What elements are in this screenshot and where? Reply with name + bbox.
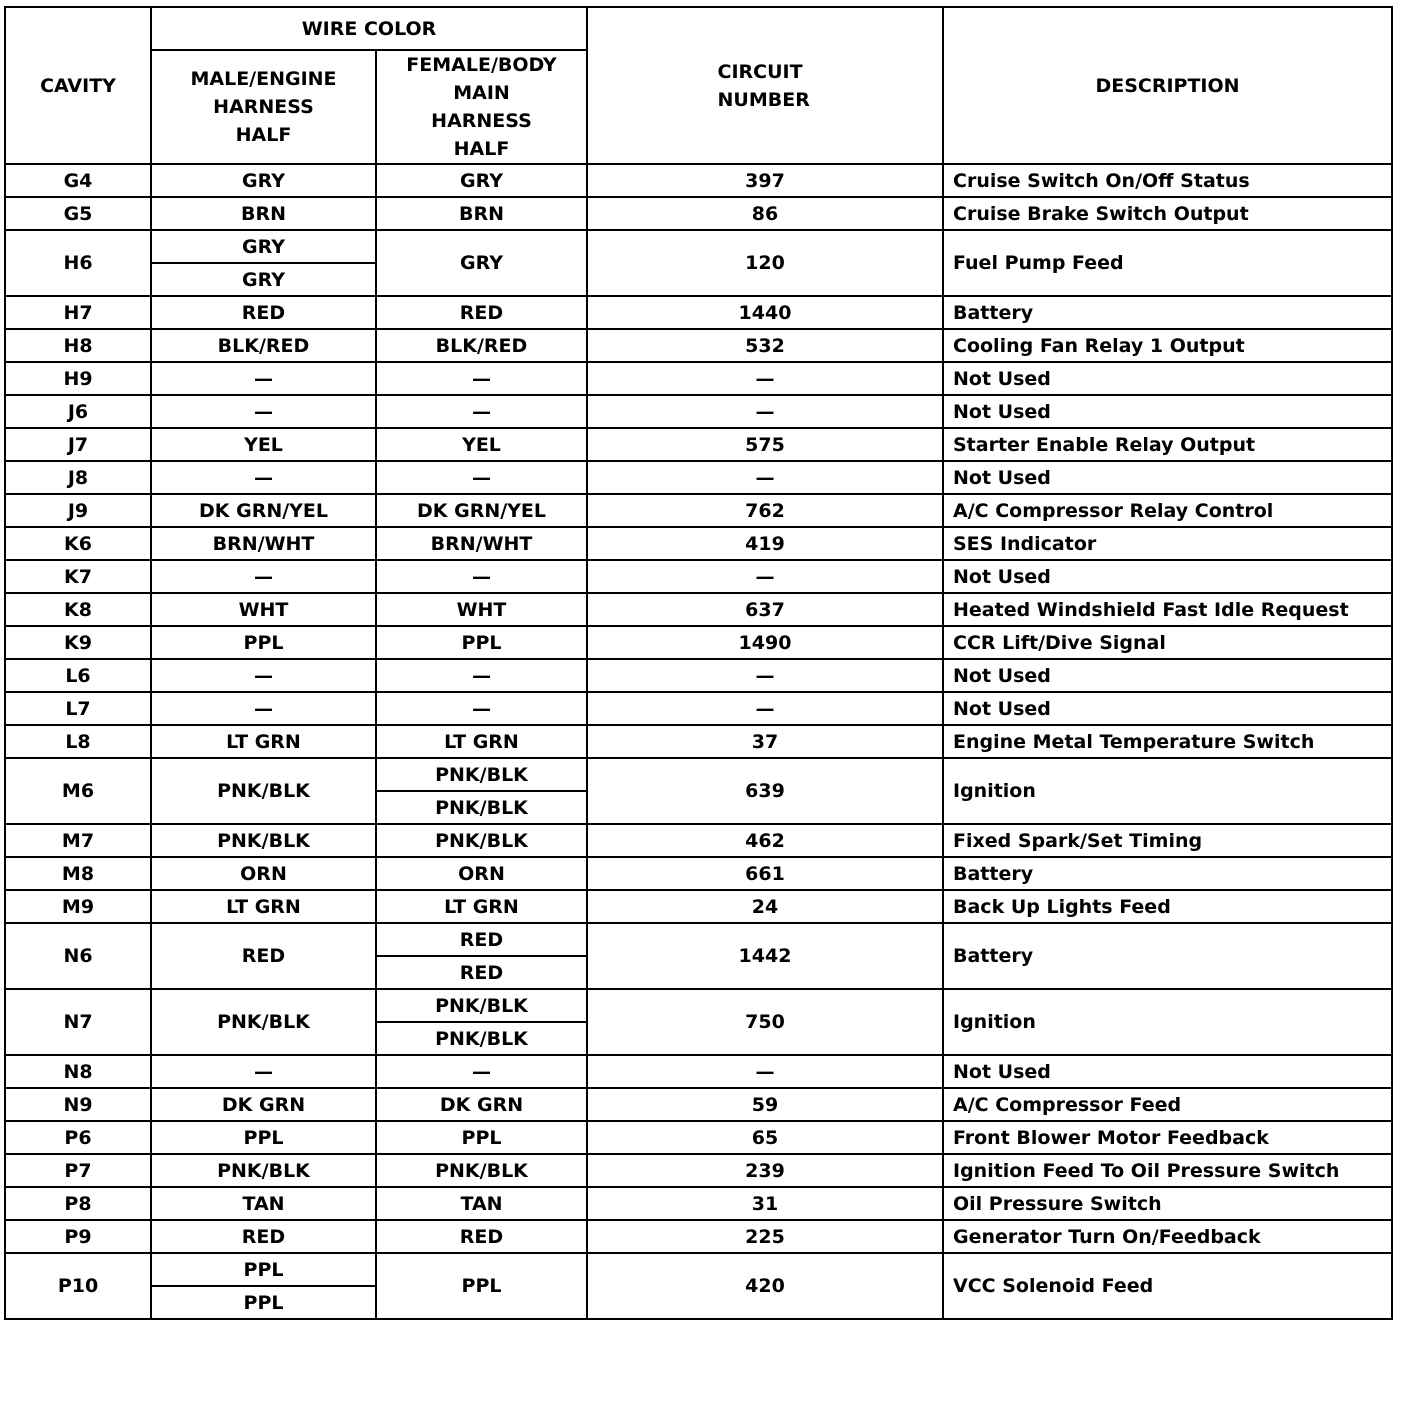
female-wire-cell: BLK/RED	[376, 329, 587, 362]
circuit-number-cell: 31	[587, 1187, 943, 1220]
description-cell: Ignition	[943, 989, 1392, 1055]
female-wire-cell: DK GRN	[376, 1088, 587, 1121]
circuit-number-cell: 750	[587, 989, 943, 1055]
female-wire-cell: PNK/BLK	[376, 1022, 587, 1055]
header-wire-color: WIRE COLOR	[151, 7, 587, 50]
description-cell: Cruise Brake Switch Output	[943, 197, 1392, 230]
male-wire-cell: PNK/BLK	[151, 758, 376, 824]
circuit-number-cell: 37	[587, 725, 943, 758]
cavity-cell: K7	[5, 560, 151, 593]
cavity-cell: J6	[5, 395, 151, 428]
table-row	[5, 1055, 1392, 1088]
circuit-number-cell: 532	[587, 329, 943, 362]
male-wire-cell: PNK/BLK	[151, 1154, 376, 1187]
cavity-cell: P9	[5, 1220, 151, 1253]
female-wire-cell: —	[376, 395, 587, 428]
circuit-number-cell: —	[587, 659, 943, 692]
female-wire-cell: RED	[376, 1220, 587, 1253]
circuit-number-cell: 637	[587, 593, 943, 626]
female-wire-cell: DK GRN/YEL	[376, 494, 587, 527]
cavity-cell: J8	[5, 461, 151, 494]
description-cell: VCC Solenoid Feed	[943, 1253, 1392, 1319]
circuit-number-cell: —	[587, 692, 943, 725]
female-wire-cell: RED	[376, 923, 587, 956]
male-wire-cell: GRY	[151, 263, 376, 296]
cavity-cell: L7	[5, 692, 151, 725]
description-cell: Cooling Fan Relay 1 Output	[943, 329, 1392, 362]
description-cell: Not Used	[943, 659, 1392, 692]
description-cell: Not Used	[943, 1055, 1392, 1088]
circuit-number-cell: 24	[587, 890, 943, 923]
table-row	[5, 626, 1392, 659]
table-row	[5, 527, 1392, 560]
male-wire-cell: PPL	[151, 626, 376, 659]
table-row	[5, 428, 1392, 461]
male-wire-cell: DK GRN	[151, 1088, 376, 1121]
male-wire-cell: RED	[151, 1220, 376, 1253]
female-wire-cell: TAN	[376, 1187, 587, 1220]
cavity-cell: K8	[5, 593, 151, 626]
description-cell: Battery	[943, 857, 1392, 890]
table-row	[5, 890, 1392, 923]
circuit-number-cell: 86	[587, 197, 943, 230]
description-cell: Battery	[943, 923, 1392, 989]
table-row	[5, 923, 1392, 956]
description-cell: Not Used	[943, 560, 1392, 593]
header-description: DESCRIPTION	[943, 7, 1392, 164]
description-cell: Fuel Pump Feed	[943, 230, 1392, 296]
male-wire-cell: PNK/BLK	[151, 989, 376, 1055]
male-wire-cell: YEL	[151, 428, 376, 461]
female-wire-cell: —	[376, 560, 587, 593]
table-row	[5, 197, 1392, 230]
male-wire-cell: BLK/RED	[151, 329, 376, 362]
description-cell: A/C Compressor Relay Control	[943, 494, 1392, 527]
circuit-number-cell: 1440	[587, 296, 943, 329]
header-circuit-text: CIRCUIT NUMBER	[717, 60, 810, 111]
circuit-number-cell: 661	[587, 857, 943, 890]
cavity-cell: M9	[5, 890, 151, 923]
cavity-cell: N9	[5, 1088, 151, 1121]
male-wire-cell: PPL	[151, 1253, 376, 1286]
table-row	[5, 296, 1392, 329]
female-wire-cell: PNK/BLK	[376, 791, 587, 824]
cavity-cell: L8	[5, 725, 151, 758]
table-row	[5, 725, 1392, 758]
header-male-text: MALE/ENGINE HARNESS HALF	[190, 68, 337, 146]
circuit-number-cell: 65	[587, 1121, 943, 1154]
cavity-cell: M8	[5, 857, 151, 890]
table-row	[5, 1088, 1392, 1121]
male-wire-cell: LT GRN	[151, 890, 376, 923]
circuit-number-cell: —	[587, 560, 943, 593]
male-wire-cell: PPL	[151, 1286, 376, 1319]
cavity-cell: H6	[5, 230, 151, 296]
description-cell: Cruise Switch On/Off Status	[943, 164, 1392, 197]
male-wire-cell: BRN	[151, 197, 376, 230]
male-wire-cell: —	[151, 1055, 376, 1088]
male-wire-cell: PPL	[151, 1121, 376, 1154]
female-wire-cell: PNK/BLK	[376, 758, 587, 791]
male-wire-cell: —	[151, 362, 376, 395]
male-wire-cell: RED	[151, 923, 376, 989]
cavity-cell: P6	[5, 1121, 151, 1154]
table-row	[5, 593, 1392, 626]
description-cell: Starter Enable Relay Output	[943, 428, 1392, 461]
description-cell: Not Used	[943, 395, 1392, 428]
table-row	[5, 989, 1392, 1022]
table-row	[5, 164, 1392, 197]
table-row	[5, 1253, 1392, 1286]
description-cell: Fixed Spark/Set Timing	[943, 824, 1392, 857]
description-cell: Ignition Feed To Oil Pressure Switch	[943, 1154, 1392, 1187]
cavity-cell: G5	[5, 197, 151, 230]
male-wire-cell: —	[151, 560, 376, 593]
female-wire-cell: RED	[376, 956, 587, 989]
description-cell: Not Used	[943, 461, 1392, 494]
female-wire-cell: PNK/BLK	[376, 824, 587, 857]
table-row	[5, 1220, 1392, 1253]
description-cell: A/C Compressor Feed	[943, 1088, 1392, 1121]
cavity-cell: M6	[5, 758, 151, 824]
table-row	[5, 1154, 1392, 1187]
male-wire-cell: ORN	[151, 857, 376, 890]
description-cell: Oil Pressure Switch	[943, 1187, 1392, 1220]
table-row	[5, 1187, 1392, 1220]
female-wire-cell: PNK/BLK	[376, 1154, 587, 1187]
cavity-cell: K9	[5, 626, 151, 659]
circuit-number-cell: 462	[587, 824, 943, 857]
table-row	[5, 659, 1392, 692]
cavity-cell: H8	[5, 329, 151, 362]
circuit-number-cell: 1490	[587, 626, 943, 659]
male-wire-cell: GRY	[151, 230, 376, 263]
cavity-cell: P10	[5, 1253, 151, 1319]
male-wire-cell: WHT	[151, 593, 376, 626]
description-cell: SES Indicator	[943, 527, 1392, 560]
cavity-cell: J7	[5, 428, 151, 461]
description-cell: Not Used	[943, 362, 1392, 395]
circuit-number-cell: —	[587, 395, 943, 428]
header-female-text: FEMALE/BODY MAIN HARNESS HALF	[406, 54, 557, 160]
female-wire-cell: YEL	[376, 428, 587, 461]
female-wire-cell: —	[376, 362, 587, 395]
description-cell: Generator Turn On/Feedback	[943, 1220, 1392, 1253]
female-wire-cell: PPL	[376, 1121, 587, 1154]
female-wire-cell: PNK/BLK	[376, 989, 587, 1022]
header-cavity: CAVITY	[5, 7, 151, 164]
cavity-cell: H7	[5, 296, 151, 329]
female-wire-cell: GRY	[376, 230, 587, 296]
circuit-number-cell: —	[587, 362, 943, 395]
male-wire-cell: DK GRN/YEL	[151, 494, 376, 527]
description-cell: Back Up Lights Feed	[943, 890, 1392, 923]
description-cell: Ignition	[943, 758, 1392, 824]
male-wire-cell: BRN/WHT	[151, 527, 376, 560]
circuit-number-cell: —	[587, 1055, 943, 1088]
cavity-cell: L6	[5, 659, 151, 692]
header-circuit-number	[587, 7, 943, 164]
table-row	[5, 362, 1392, 395]
table-row	[5, 461, 1392, 494]
description-cell: Heated Windshield Fast Idle Request	[943, 593, 1392, 626]
female-wire-cell: —	[376, 461, 587, 494]
male-wire-cell: TAN	[151, 1187, 376, 1220]
cavity-cell: K6	[5, 527, 151, 560]
male-wire-cell: —	[151, 461, 376, 494]
description-cell: Front Blower Motor Feedback	[943, 1121, 1392, 1154]
female-wire-cell: —	[376, 659, 587, 692]
female-wire-cell: GRY	[376, 164, 587, 197]
table-row	[5, 1121, 1392, 1154]
female-wire-cell: —	[376, 1055, 587, 1088]
header-male	[151, 50, 376, 164]
male-wire-cell: RED	[151, 296, 376, 329]
table-row	[5, 494, 1392, 527]
cavity-cell: P7	[5, 1154, 151, 1187]
cavity-cell: N7	[5, 989, 151, 1055]
table-row	[5, 857, 1392, 890]
circuit-number-cell: 575	[587, 428, 943, 461]
male-wire-cell: PNK/BLK	[151, 824, 376, 857]
female-wire-cell: LT GRN	[376, 725, 587, 758]
cavity-cell: P8	[5, 1187, 151, 1220]
table-body	[5, 164, 1392, 1319]
cavity-cell: N6	[5, 923, 151, 989]
circuit-number-cell: 397	[587, 164, 943, 197]
cavity-cell: H9	[5, 362, 151, 395]
table-row	[5, 824, 1392, 857]
male-wire-cell: —	[151, 692, 376, 725]
cavity-cell: J9	[5, 494, 151, 527]
female-wire-cell: —	[376, 692, 587, 725]
connector-table	[4, 6, 1393, 1320]
description-cell: Battery	[943, 296, 1392, 329]
circuit-number-cell: 239	[587, 1154, 943, 1187]
table-row	[5, 230, 1392, 263]
circuit-number-cell: 120	[587, 230, 943, 296]
female-wire-cell: BRN	[376, 197, 587, 230]
male-wire-cell: GRY	[151, 164, 376, 197]
male-wire-cell: —	[151, 395, 376, 428]
male-wire-cell: LT GRN	[151, 725, 376, 758]
table-row	[5, 395, 1392, 428]
description-cell: CCR Lift/Dive Signal	[943, 626, 1392, 659]
female-wire-cell: PPL	[376, 1253, 587, 1319]
circuit-number-cell: 420	[587, 1253, 943, 1319]
circuit-number-cell: 762	[587, 494, 943, 527]
female-wire-cell: LT GRN	[376, 890, 587, 923]
female-wire-cell: RED	[376, 296, 587, 329]
cavity-cell: G4	[5, 164, 151, 197]
description-cell: Not Used	[943, 692, 1392, 725]
circuit-number-cell: —	[587, 461, 943, 494]
circuit-number-cell: 639	[587, 758, 943, 824]
table-row	[5, 560, 1392, 593]
circuit-number-cell: 59	[587, 1088, 943, 1121]
header-female	[376, 50, 587, 164]
female-wire-cell: BRN/WHT	[376, 527, 587, 560]
female-wire-cell: PPL	[376, 626, 587, 659]
table-row	[5, 758, 1392, 791]
cavity-cell: N8	[5, 1055, 151, 1088]
male-wire-cell: —	[151, 659, 376, 692]
cavity-cell: M7	[5, 824, 151, 857]
table-row	[5, 329, 1392, 362]
female-wire-cell: WHT	[376, 593, 587, 626]
female-wire-cell: ORN	[376, 857, 587, 890]
circuit-number-cell: 225	[587, 1220, 943, 1253]
table-row	[5, 692, 1392, 725]
circuit-number-cell: 419	[587, 527, 943, 560]
description-cell: Engine Metal Temperature Switch	[943, 725, 1392, 758]
circuit-number-cell: 1442	[587, 923, 943, 989]
